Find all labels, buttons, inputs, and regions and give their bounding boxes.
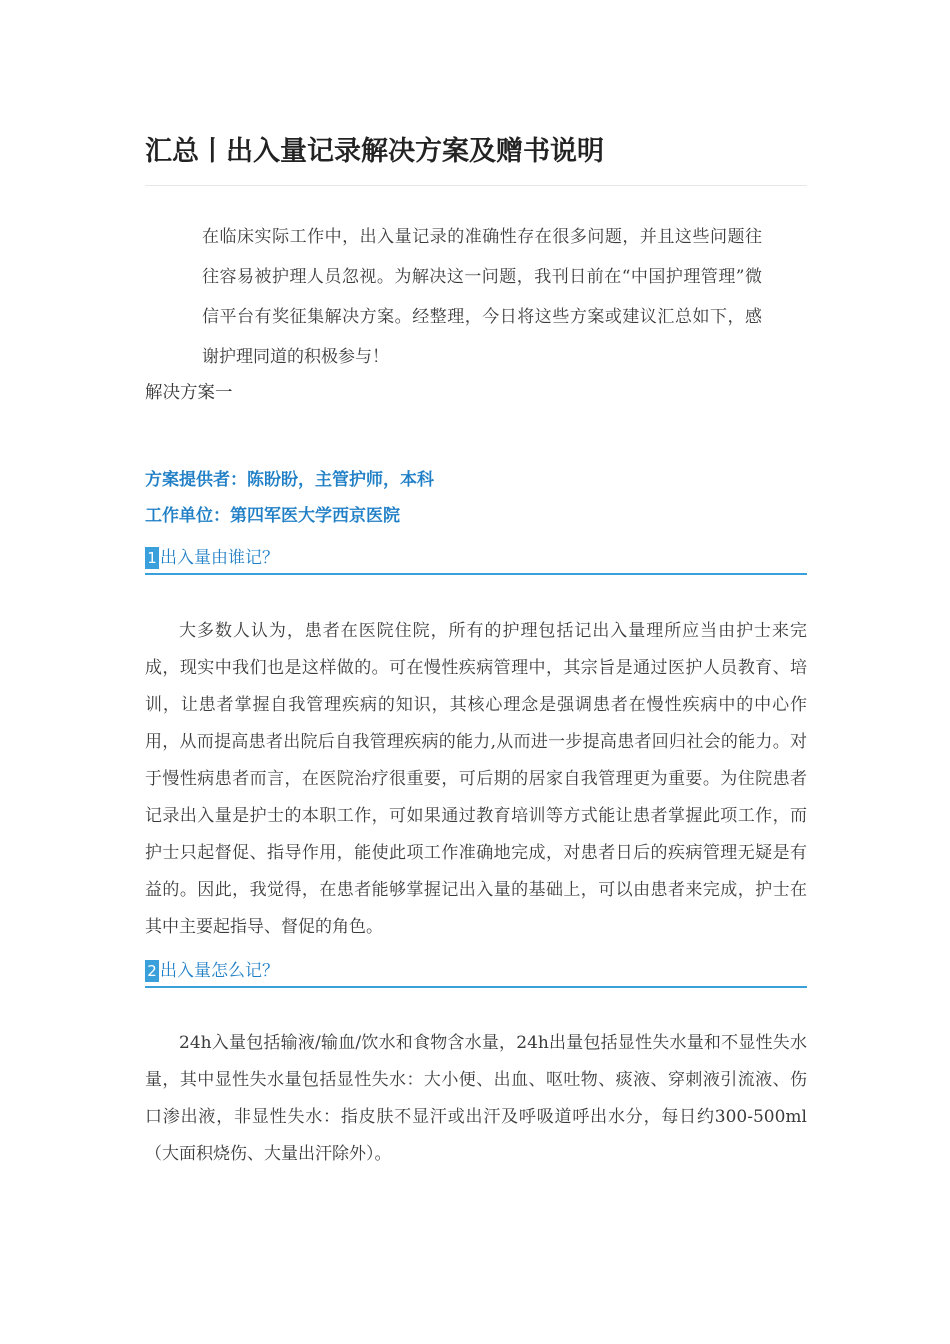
question-label: 出入量由谁记？	[160, 548, 279, 568]
question-number-badge: 2	[145, 960, 159, 982]
provider-line: 方案提供者：陈盼盼，主管护师，本科	[145, 470, 434, 490]
intro-paragraph: 在临床实际工作中，出入量记录的准确性存在很多问题，并且这些问题往往容易被护理人员忽视。为解决这一问题，我刊日前在“中国护理管理”微信平台有奖征集解决方案。经整理，今日将这些方案或建议汇总如下，感谢护理同道的积极参与！	[202, 227, 762, 367]
question-label: 出入量怎么记？	[160, 961, 279, 981]
answer-paragraph-2: 24h入量包括输液/输血/饮水和食物含水量，24h出量包括显性失水量和不显性失水量，其中显性失水量包括显性失水：大小便、出血、呕吐物、痰液、穿刺液引流液、伤口渗出液，非显性失水：指皮肤不显汗或出汗及呼吸道呼出水分，每日约300-500ml（大面积烧伤、大量出汗除外）。	[145, 1033, 807, 1164]
article-title: 汇总丨出入量记录解决方案及赠书说明	[145, 136, 604, 167]
question-heading-1	[145, 545, 807, 575]
question-number-badge: 1	[145, 547, 159, 569]
title-divider	[145, 185, 807, 186]
section-heading: 解决方案一	[145, 383, 233, 403]
question-heading-2	[145, 958, 807, 988]
unit-line: 工作单位：第四军医大学西京医院	[145, 506, 400, 526]
provider-info	[145, 462, 434, 534]
answer-paragraph-1: 大多数人认为，患者在医院住院，所有的护理包括记出入量理所应当由护士来完成，现实中我们也是这样做的。可在慢性疾病管理中，其宗旨是通过医护人员教育、培训，让患者掌握自我管理疾病的知识，其核心理念是强调患者在慢性疾病中的中心作用，从而提高患者出院后自我管理疾病的能力,从而进一步提高患者回归社会的能力。对于慢性病患者而言，在医院治疗很重要，可后期的居家自我管理更为重要。为住院患者记录出入量是护士的本职工作，可如果通过教育培训等方式能让患者掌握此项工作，而护士只起督促、指导作用，能使此项工作准确地完成，对患者日后的疾病管理无疑是有益的。因此，我觉得，在患者能够掌握记出入量的基础上，可以由患者来完成，护士在其中主要起指导、督促的角色。	[145, 621, 807, 937]
